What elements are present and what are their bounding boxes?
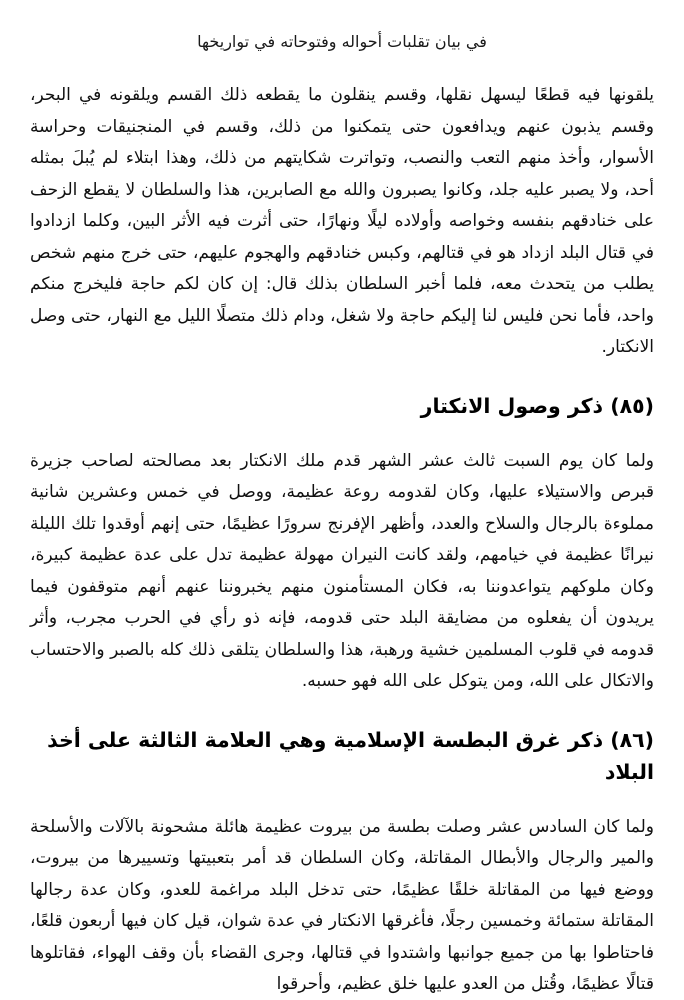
paragraph-arrival-of-richard: ولما كان يوم السبت ثالث عشر الشهر قدم ملك الانكتار بعد مصالحته لصاحب جزيرة قبرص والاستيلاء عليها، وكان لقدومه روعة عظيمة، ووصل في خمس وعشرين شانية مملوءة بالرجال والسلاح والعدد، وأظهر الإفرنج سرورًا عظيمًا، حتى إنهم أوقدوا تلك الليلة نيرانًا عظيمة في خيامهم، ولقد كانت النيران مهولة عظيمة تدل على عدة عظيمة كبيرة، وكان ملوكهم يتواعدوننا به، فكان المستأمنون منهم يخبروننا عنهم أنهم متوقفون فيما يريدون أن يفعلوه من مضايقة البلد حتى قدومه، فإنه ذو رأي في الحرب مجرب، وأثر قدومه في قلوب المسلمين خشية ورهبة، هذا والسلطان يتلقى ذلك كله بالصبر والاحتساب والاتكال على الله، ومن يتوكل على الله فهو حسبه. xyxy=(30,450,654,691)
section-heading-85: (٨٥) ذكر وصول الانكتار xyxy=(420,393,654,418)
paragraph-siege-continuation: يلقونها فيه قطعًا ليسهل نقلها، وقسم ينقلون ما يقطعه ذلك القسم ويلقونه في البحر، وقسم يذبون عنهم ويدافعون حتى يتمكنوا من ذلك، وقسم في المنجنيقات وحراسة الأسوار، وأخذ منهم التعب والنصب، وتواترت شكايتهم من ذلك، وهذا ابتلاء لم يُبلَ بمثله أحد، ولا يصبر عليه جلد، وكانوا يصبرون والله مع الصابرين، هذا والسلطان لا يقطع الزحف على خنادقهم بنفسه وخواصه وأولاده ليلًا ونهارًا، حتى أثرت فيه الأثر البين، وكلما ازدادوا في قتال البلد ازداد هو في قتالهم، وكبس خنادقهم والهجوم عليهم، حتى خرج منهم شخص يطلب من يتحدث معه، فلما أخبر السلطان بذلك قال: إن كان لكم حاجة فليخرج منكم واحد، فأما نحن فليس لنا إليكم حاجة ولا شغل، ودام ذلك متصلًا الليل مع النهار، حتى وصل الانكتار. xyxy=(30,85,654,357)
running-header: في بيان تقلبات أحواله وفتوحاته في تواريخها xyxy=(197,32,487,51)
page-content xyxy=(30,80,654,1000)
paragraph-sinking-of-ship: ولما كان السادس عشر وصلت بطسة من بيروت عظيمة هائلة مشحونة بالآلات والأسلحة والمير والرجال والأبطال المقاتلة، وكان السلطان قد أمر بتعبيتها وتسييرها من بيروت، ووضع فيها من المقاتلة خلقًا عظيمًا، حتى تدخل البلد مراغمة للعدو، وكان عدة رجالها المقاتلة ستمائة وخمسين رجلًا، فأغرقها الانكتار في عدة شوان، قيل كان فيها أربعون قلعًا، فاحتاطوا بها من جميع جوانبها واشتدوا في قتالها، وجرى القضاء بأن وقف الهواء، فقاتلوها قتالًا عظيمًا، وقُتل من العدو عليها خلق عظيم، وأحرقوا xyxy=(30,816,654,994)
section-heading-86: (٨٦) ذكر غرق البطسة الإسلامية وهي العلامة الثالثة على أخذ البلاد xyxy=(47,727,654,784)
